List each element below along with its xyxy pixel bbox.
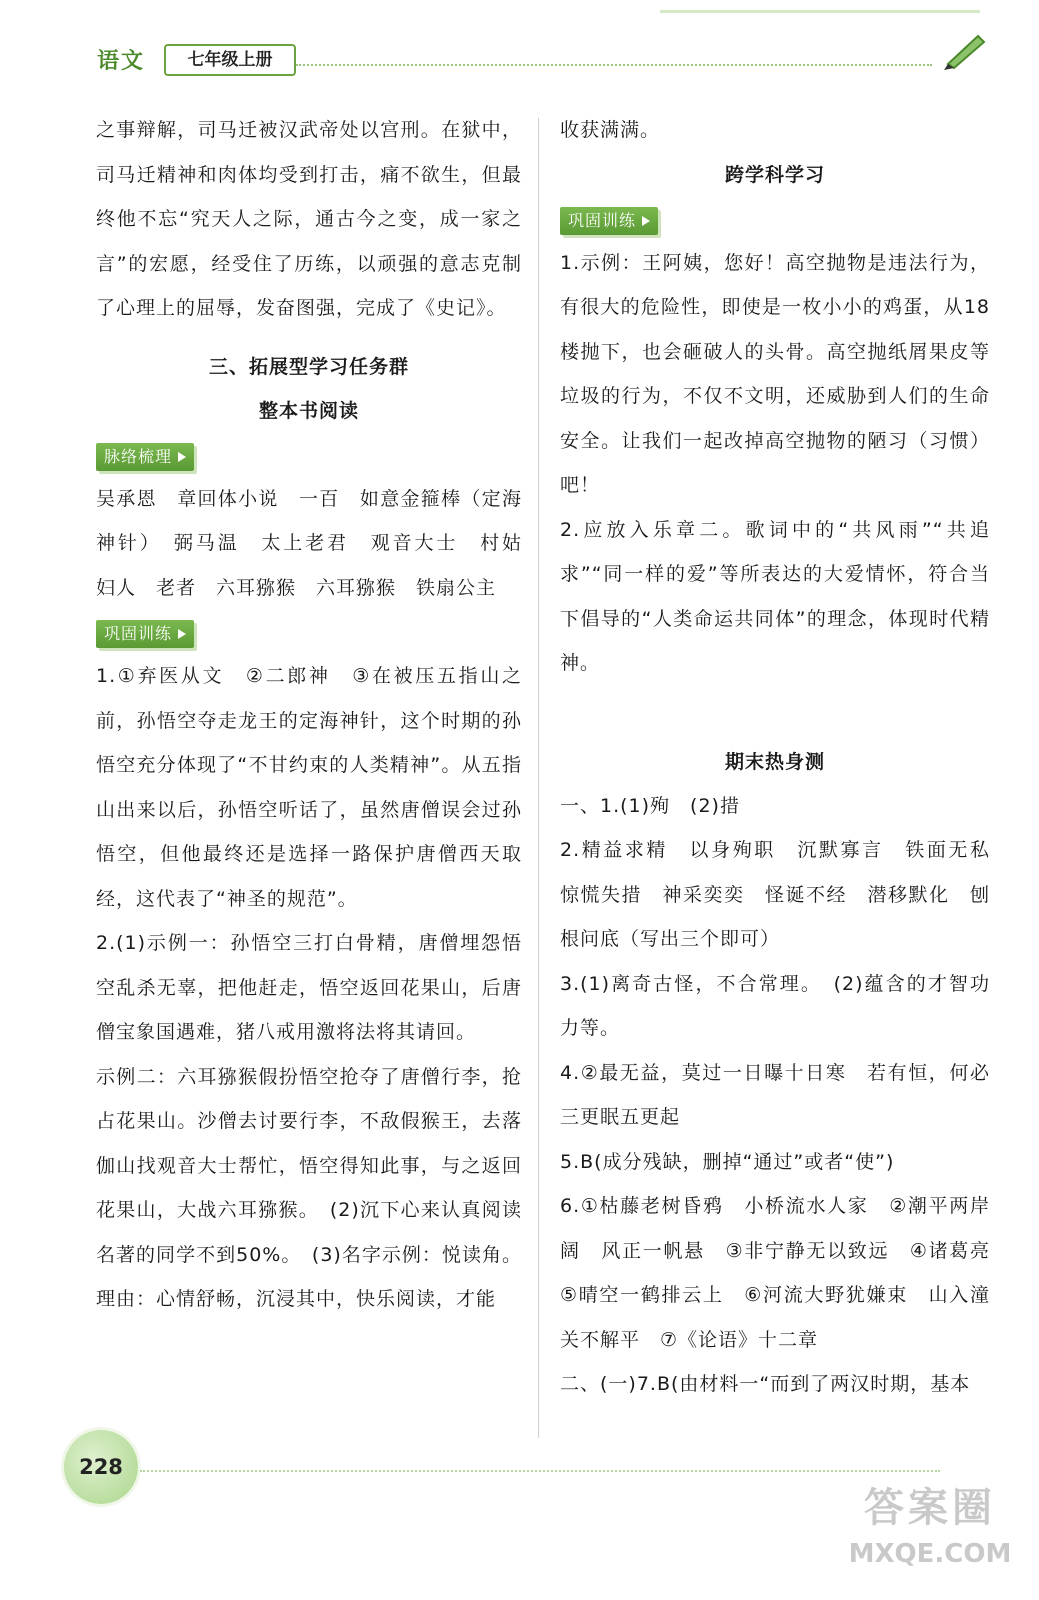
left-column: [96, 108, 543, 1322]
answer-text: 示例二：六耳猕猴假扮悟空抢夺了唐僧行李，抢占花果山。沙僧去讨要行李，不敌假猴王，去落伽山找观音大士帮忙，悟空得知此事，与之返回花果山，大战六耳猕猴。 (2)沉下心来认真阅读名著的同学不到50%。 (3)名字示例：悦读角。理由：心情舒畅，沉浸其中，快乐阅读，才能: [96, 1065, 522, 1310]
paragraph: 之事辩解，司马迁被汉武帝处以宫刑。在狱中，司马迁精神和肉体均受到打击，痛不欲生，但最终他不忘“究天人之际，通古今之变，成一家之言”的宏愿，经受住了历练，以顽强的意志克制了心理上的屈辱，发奋图强，完成了《史记》。: [96, 119, 522, 319]
subsection-title: 整本书阅读: [258, 399, 359, 422]
subject-label: 语文: [97, 49, 146, 74]
answer-text: 一、1.(1)殉 (2)措: [560, 794, 740, 817]
answer-text: 4.②最无益，莫过一日曝十日寒 若有恒，何必三更眠五更起: [560, 1061, 990, 1128]
watermark-site: MXQE.COM: [848, 1539, 1012, 1569]
watermark-logo: 答案圈: [864, 1485, 996, 1531]
section-badge: 巩固训练: [560, 207, 658, 235]
answer-text: 二、(一)7.B(由材料一“而到了两汉时期，基本: [560, 1373, 971, 1395]
section-badge: 巩固训练: [96, 620, 194, 648]
section-title: 三、拓展型学习任务群: [208, 355, 409, 378]
section-title: 跨学科学习: [724, 163, 825, 186]
grade-label: 七年级上册: [164, 44, 296, 76]
watermark: [842, 1480, 1018, 1590]
answer-text: 2.精益求精 以身殉职 沉默寡言 铁面无私 惊慌失措 神采奕奕 怪诞不经 潜移默化 刨根问底（写出三个即可）: [560, 839, 1011, 950]
page-header: [0, 0, 1039, 80]
header-top-rule: [660, 10, 980, 13]
answer-text: 2.应放入乐章二。歌词中的“共风雨”“共追求”“同一样的爱”等所表达的大爱情怀，符合当下倡导的“人类命运共同体”的理念，体现时代精神。: [560, 518, 990, 674]
right-column: [560, 108, 1011, 1407]
pen-icon: [940, 30, 990, 70]
page-number: 228: [64, 1430, 138, 1504]
answer-text: 1.示例：王阿姨，您好！高空抛物是违法行为，有很大的危险性，即使是一枚小小的鸡蛋，从18楼抛下，也会砸破人的头骨。高空抛纸屑果皮等垃圾的行为，不仅不文明，还威胁到人们的生命安全。让我们一起改掉高空抛物的陋习（习惯）吧！: [560, 251, 990, 496]
answer-text: 3.(1)离奇古怪，不合常理。 (2)蕴含的才智功力等。: [560, 972, 990, 1039]
answer-text: 5.B(成分残缺，删掉“通过”或者“使”): [560, 1150, 895, 1173]
section-badge: 脉络梳理: [96, 443, 194, 471]
header-rule: [296, 64, 932, 66]
answer-text: 1.①弃医从文 ②二郎神 ③在被压五指山之前，孙悟空夺走龙王的定海神针，这个时期的孙悟空充分体现了“不甘约束的人类精神”。从五指山出来以后，孙悟空听话了，虽然唐僧误会过孙悟空，但他最终还是选择一路保护唐僧西天取经，这代表了“神圣的规范”。: [96, 665, 522, 910]
answer-text: 吴承恩 章回体小说 一百 如意金箍棒（定海神针） 弼马温 太上老君 观音大士 村姑 妇人 老者 六耳猕猴 六耳猕猴 铁扇公主: [96, 487, 543, 599]
answer-text: 2.(1)示例一：孙悟空三打白骨精，唐僧埋怨悟空乱杀无辜，把他赶走，悟空返回花果山，后唐僧宝象国遇难，猪八戒用激将法将其请回。: [96, 932, 522, 1043]
footer-rule: [140, 1470, 940, 1472]
answer-text: 6.①枯藤老树昏鸦 小桥流水人家 ②潮平两岸阔 风正一帆悬 ③非宁静无以致远 ④诸葛亮 ⑤晴空一鹤排云上 ⑥河流大野犹嫌束 山入潼关不解平 ⑦《论语》十二章: [560, 1195, 1011, 1351]
column-divider: [538, 118, 539, 1438]
section-title: 期末热身测: [724, 750, 825, 773]
paragraph: 收获满满。: [560, 119, 661, 141]
